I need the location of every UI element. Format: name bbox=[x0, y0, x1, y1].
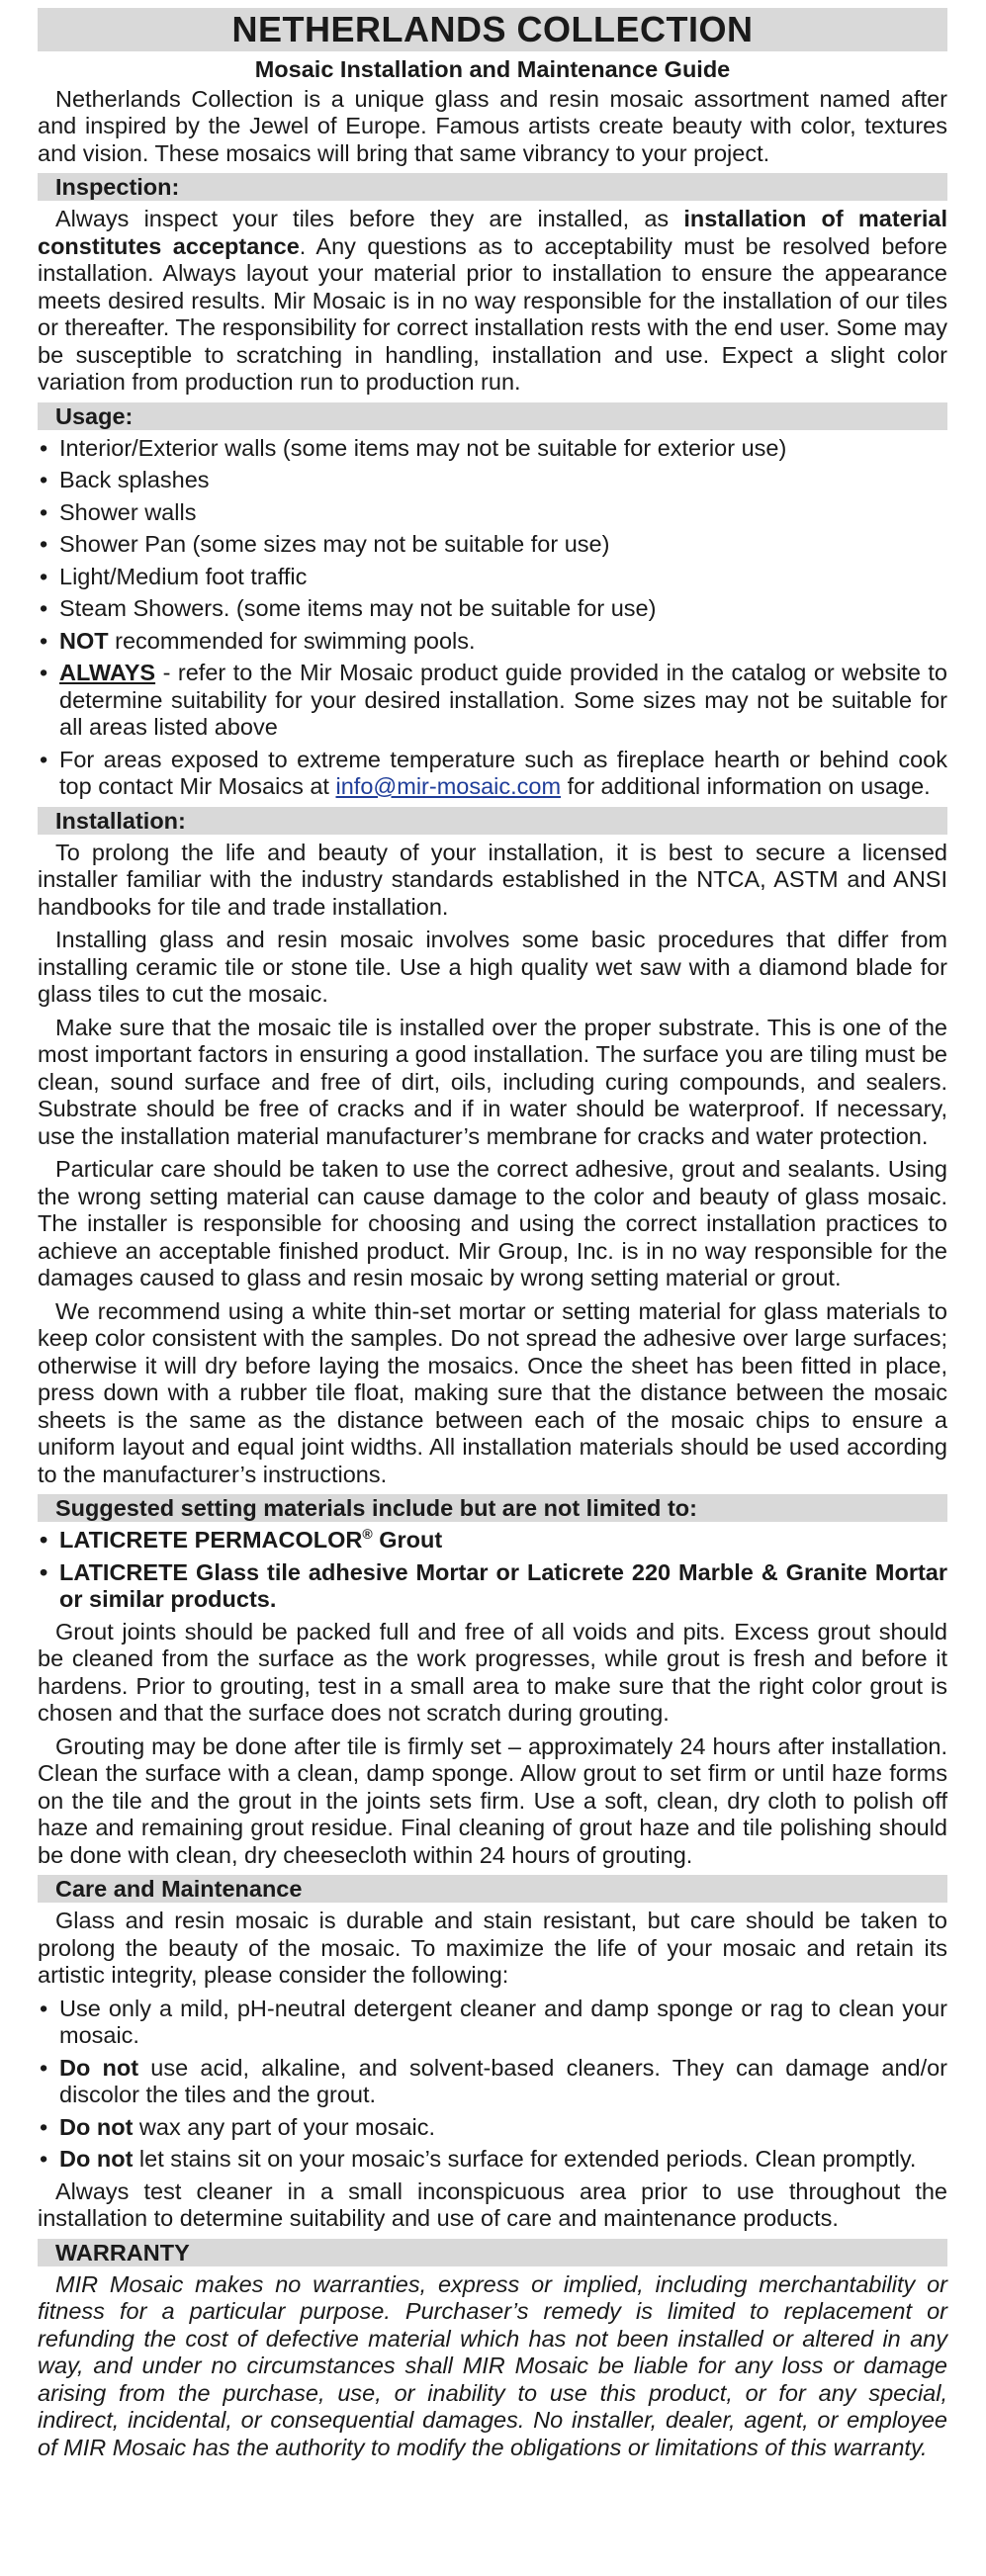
usage-item bbox=[38, 595, 947, 623]
installation-paragraph: Make sure that the mosaic tile is installed over the proper substrate. This is one of the most important factors in ensuring a good installation. The surface you are tiling must be clean, sound surface and free of dirt, oils, including curing compounds, and sealers. Substrate should be free of cracks and if in water should be waterproof. If necessary, use the installation material manufacturer’s membrane for cracks and water protection. bbox=[38, 1014, 947, 1149]
page-title: NETHERLANDS COLLECTION bbox=[38, 8, 947, 51]
usage-item bbox=[38, 564, 947, 591]
usage-item-not-recommended bbox=[38, 628, 947, 656]
setting-material-item bbox=[38, 1559, 947, 1614]
bullet-icon: • bbox=[40, 2146, 48, 2172]
care-item bbox=[38, 2114, 947, 2142]
bullet-icon: • bbox=[40, 434, 48, 461]
usage-item bbox=[38, 531, 947, 559]
bullet-icon: • bbox=[40, 563, 48, 589]
registered-mark: ® bbox=[362, 1526, 373, 1543]
extreme-text-pre: For areas exposed to extreme temperature such as fireplace hearth or behind cook top contact Mir Mosaics at bbox=[59, 746, 947, 799]
document-page bbox=[38, 8, 947, 2461]
care-item-text: wax any part of your mosaic. bbox=[133, 2113, 436, 2140]
installation-paragraph: Installing glass and resin mosaic involves some basic procedures that differ from installing ceramic tile or stone tile. Use a high quality wet saw with a diamond blade for glass tiles to cut the mosaic. bbox=[38, 927, 947, 1007]
care-item bbox=[38, 1996, 947, 2050]
bullet-icon: • bbox=[40, 498, 48, 525]
usage-item-text: Light/Medium foot traffic bbox=[59, 563, 308, 589]
care-item bbox=[38, 2146, 947, 2174]
extreme-text-post: for additional information on usage. bbox=[561, 773, 931, 799]
do-not-label: Do not bbox=[59, 2146, 134, 2172]
intro-paragraph: Netherlands Collection is a unique glass and resin mosaic assortment named after and inspired by the Jewel of Europe. Famous artists create beauty with color, textures and vision. These mosaics will bring that same vibrancy to your project. bbox=[38, 85, 947, 166]
always-text: - refer to the Mir Mosaic product guide provided in the catalog or website to determine suitability for your desired installation. Some sizes may not be suitable for all areas listed above bbox=[59, 660, 947, 740]
bullet-icon: • bbox=[40, 595, 48, 621]
setting-item-text-post: Grout bbox=[372, 1527, 443, 1553]
bullet-icon: • bbox=[40, 467, 48, 492]
section-heading-setting-materials: Suggested setting materials include but are not limited to: bbox=[38, 1494, 947, 1522]
inspection-paragraph bbox=[38, 206, 947, 397]
usage-item bbox=[38, 467, 947, 494]
care-list bbox=[38, 1996, 947, 2174]
installation-paragraph: To prolong the life and beauty of your installation, it is best to secure a licensed installer familiar with the industry standards established in the NTCA, ASTM and ANSI handbooks for tile and trade installation. bbox=[38, 839, 947, 920]
bullet-icon: • bbox=[40, 746, 48, 772]
bullet-icon: • bbox=[40, 1995, 48, 2021]
grout-paragraph: Grouting may be done after tile is firmly set – approximately 24 hours after installation. Clean the surface with a clean, damp sponge. Allow grout to set firm or until haze forms on the tile and the grout in the joints sets firm. Use a soft, clean, dry cloth to polish off haze and remaining grout residue. Final cleaning of grout haze and tile polishing should be done with clean, dry cheesecloth within 24 hours of grouting. bbox=[38, 1732, 947, 1868]
page-subtitle: Mosaic Installation and Maintenance Guide bbox=[254, 56, 731, 82]
not-text: recommended for swimming pools. bbox=[108, 627, 476, 654]
section-heading-inspection: Inspection: bbox=[38, 173, 947, 201]
bullet-icon: • bbox=[40, 627, 48, 654]
do-not-label: Do not bbox=[59, 2054, 139, 2081]
always-label: ALWAYS bbox=[59, 660, 156, 685]
usage-item bbox=[38, 499, 947, 527]
bullet-icon: • bbox=[40, 2113, 48, 2140]
usage-item-text: Shower Pan (some sizes may not be suitable for use) bbox=[59, 531, 610, 557]
inspection-text-bold: installation of material constitutes acceptance bbox=[38, 206, 947, 259]
email-link[interactable]: info@mir-mosaic.com bbox=[335, 773, 562, 799]
setting-material-item bbox=[38, 1527, 947, 1554]
bullet-icon: • bbox=[40, 2054, 48, 2081]
usage-item-text: Back splashes bbox=[59, 467, 210, 492]
care-item bbox=[38, 2055, 947, 2109]
warranty-paragraph: MIR Mosaic makes no warranties, express or implied, including merchantability or fitness for a particular purpose. Purchaser’s remedy is limited to replacement or refunding the cost of defective material which has not been installed or altered in any way, and under no circumstances shall MIR Mosaic be liable for any loss or damage arising from the purchase, use, or inability to use this product, or for any special, indirect, incidental, or consequential damages. No installer, dealer, agent, or employee of MIR Mosaic has the authority to modify the obligations or limitations of this warranty. bbox=[38, 2270, 947, 2460]
usage-item bbox=[38, 435, 947, 463]
care-intro-paragraph: Glass and resin mosaic is durable and stain resistant, but care should be taken to prolong the beauty of the mosaic. To maximize the life of your mosaic and retain its artistic integrity, please consider the following: bbox=[38, 1908, 947, 1988]
usage-item-always bbox=[38, 660, 947, 742]
setting-item-text: LATICRETE PERMACOLOR bbox=[59, 1527, 363, 1553]
bullet-icon: • bbox=[40, 660, 48, 685]
section-heading-care: Care and Maintenance bbox=[38, 1875, 947, 1903]
section-heading-warranty: WARRANTY bbox=[38, 2239, 947, 2266]
not-label: NOT bbox=[59, 627, 109, 654]
setting-materials-list bbox=[38, 1527, 947, 1614]
installation-paragraph: We recommend using a white thin-set mortar or setting material for glass materials to keep color consistent with the samples. Do not spread the adhesive over large surfaces; otherwise it will dry before laying the mosaics. Once the sheet has been fitted in place, press down with a rubber tile float, making sure that the distance between the mosaic sheets is the same as the distance between each of the mosaic chips to ensure a uniform layout and equal joint widths. All installation materials should be used according to the manufacturer’s instructions. bbox=[38, 1297, 947, 1487]
bullet-icon: • bbox=[40, 1527, 48, 1553]
grout-paragraph: Grout joints should be packed full and free of all voids and pits. Excess grout should be cleaned from the surface as the work progresses, while grout is fresh and before it hardens. Prior to grouting, test in a small area to make sure that the right color grout is chosen and that the surface does not scratch during grouting. bbox=[38, 1618, 947, 1726]
inspection-text-post: . Any questions as to acceptability must be resolved before installation. Always layout your material prior to installation to ensure the appearance meets desired results. Mir Mosaic is in no way responsible for the installation of our tiles or thereafter. The responsibility for correct installation rests with the end user. Some may be susceptible to scratching in handling, installation and use. Expect a slight color variation from production run to production run. bbox=[38, 232, 947, 395]
do-not-label: Do not bbox=[59, 2113, 134, 2140]
section-heading-installation: Installation: bbox=[38, 807, 947, 835]
bullet-icon: • bbox=[40, 1558, 48, 1585]
section-heading-usage: Usage: bbox=[38, 402, 947, 430]
installation-paragraph: Particular care should be taken to use the correct adhesive, grout and sealants. Using the wrong setting material can cause damage to the color and beauty of glass mosaic. The installer is responsible for choosing and using the correct installation practices to achieve an acceptable finished product. Mir Group, Inc. is in no way responsible for the damages caused to glass and resin mosaic by wrong setting material or grout. bbox=[38, 1156, 947, 1290]
usage-list bbox=[38, 435, 947, 801]
inspection-text-pre: Always inspect your tiles before they are installed, as bbox=[55, 206, 684, 231]
care-item-text: use acid, alkaline, and solvent-based cleaners. They can damage and/or discolor the tiles and the grout. bbox=[59, 2054, 948, 2107]
usage-item-text: Interior/Exterior walls (some items may not be suitable for exterior use) bbox=[59, 434, 787, 461]
care-closing-paragraph: Always test cleaner in a small inconspicuous area prior to use throughout the installation to determine suitability and use of care and maintenance products. bbox=[38, 2177, 947, 2231]
usage-item-text: Shower walls bbox=[59, 498, 197, 525]
bullet-icon: • bbox=[40, 531, 48, 557]
care-item-text: let stains sit on your mosaic’s surface for extended periods. Clean promptly. bbox=[133, 2146, 917, 2172]
usage-item-extreme-temperature bbox=[38, 747, 947, 801]
setting-item-text: LATICRETE Glass tile adhesive Mortar or Laticrete 220 Marble & Granite Mortar or similar products. bbox=[59, 1558, 947, 1612]
usage-item-text: Steam Showers. (some items may not be suitable for use) bbox=[59, 595, 657, 621]
care-item-text: Use only a mild, pH-neutral detergent cleaner and damp sponge or rag to clean your mosaic. bbox=[59, 1995, 947, 2048]
